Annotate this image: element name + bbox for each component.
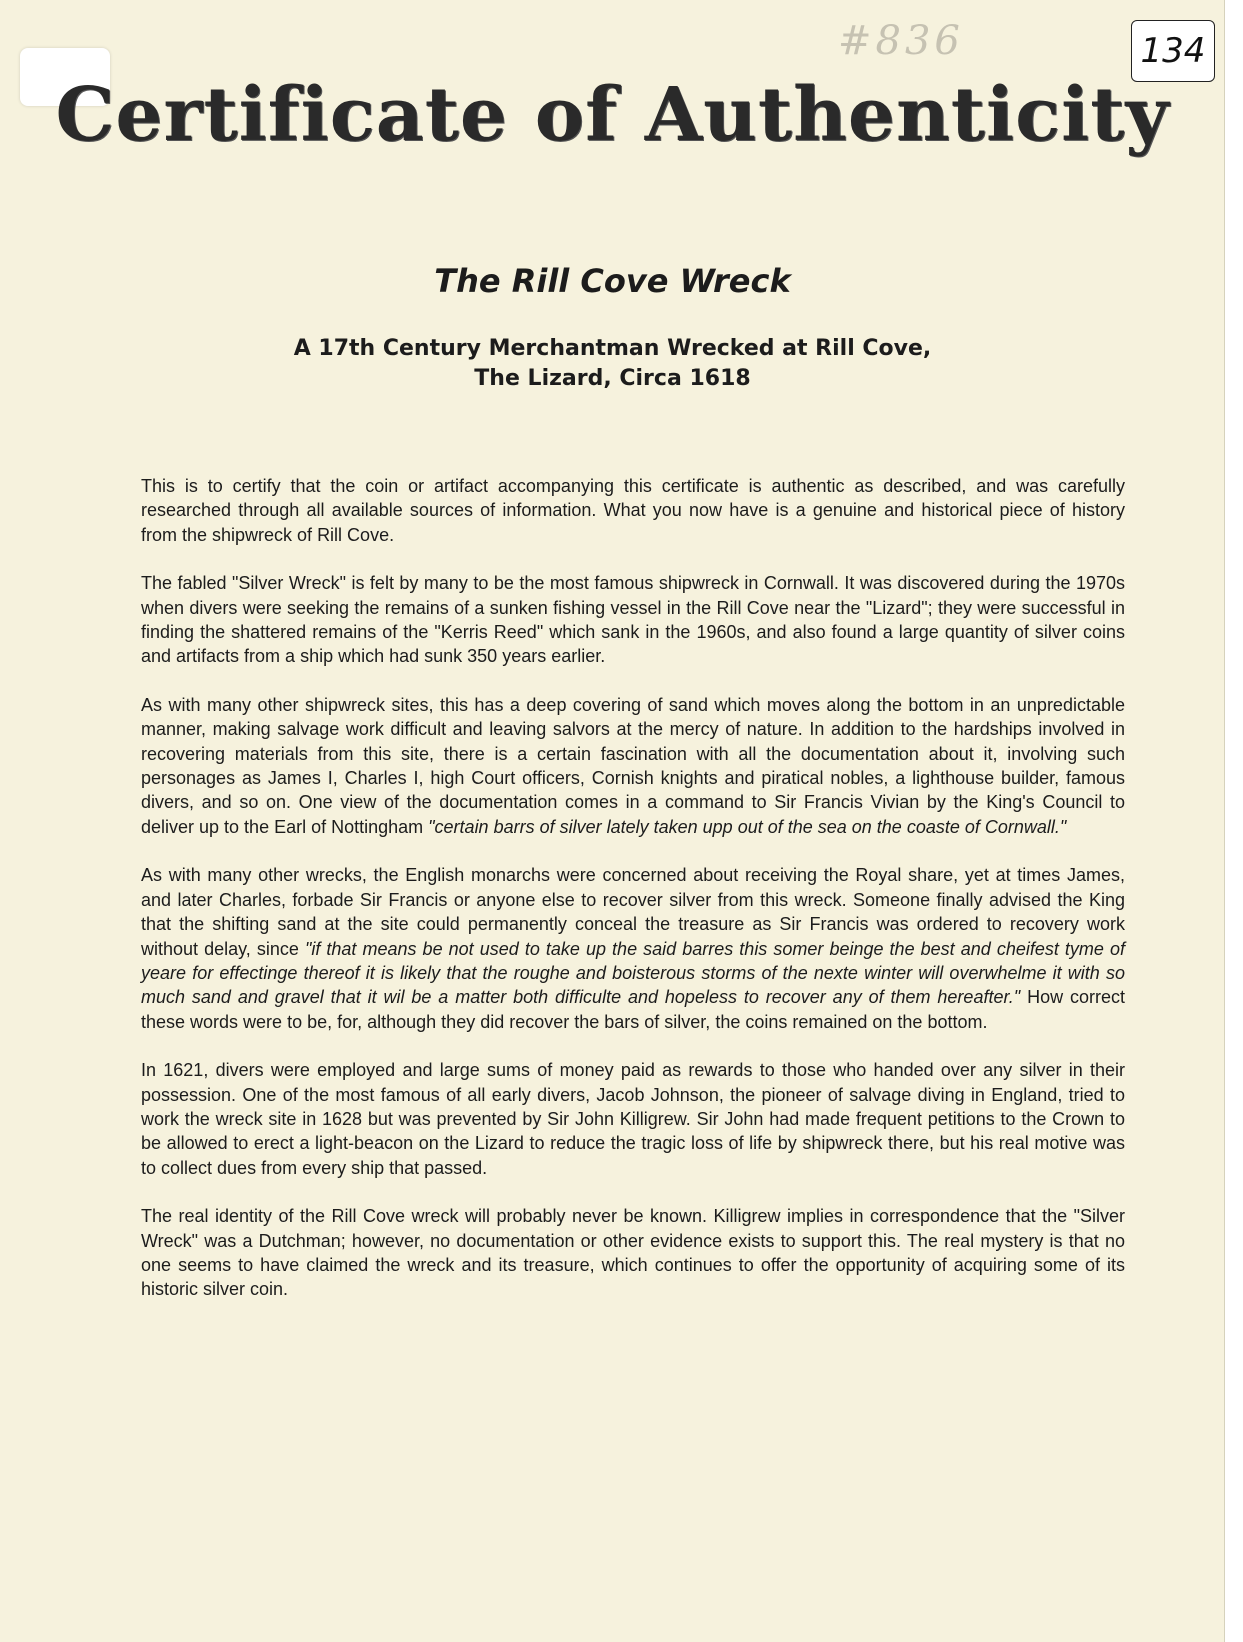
wreck-subtitle — [0, 334, 1225, 394]
paragraph-6: The real identity of the Rill Cove wreck will probably never be known. Killigrew implies in correspondence that the "Silver Wreck" was a Dutchman; however, no documentation or other evidence exists to support this. The real mystery is that no one seems to have claimed the wreck and its treasure, which continues to offer the opportunity of acquiring some of its historic silver coin. — [141, 1206, 1125, 1300]
certificate-title: Certificate of Authenticity — [55, 72, 1170, 158]
handwritten-catalog-number: #836 — [838, 18, 964, 64]
subtitle-line-1: A 17th Century Merchantman Wrecked at Rill Cove, — [293, 336, 932, 361]
paragraph-3 — [141, 693, 1125, 839]
paragraph-3-quote: "certain barrs of silver lately taken upp out of the sea on the coaste of Cornwall." — [428, 816, 1067, 837]
paragraph-4 — [141, 863, 1125, 1034]
paragraph-5: In 1621, divers were employed and large sums of money paid as rewards to those who handed over any silver in their possession. One of the most famous of all early divers, Jacob Johnson, the pioneer of salvage diving in England, tried to work the wreck site in 1628 but was prevented by Sir John Killigrew. Sir John had made frequent petitions to the Crown to be allowed to erect a light-beacon on the Lizard to reduce the tragic loss of life by shipwreck there, but his real motive was to collect dues from every ship that passed. — [141, 1060, 1125, 1178]
paragraph-4-quote: "if that means be not used to take up the said barres this somer beinge the best and cheifest tyme of yeare for effectinge thereof it is likely that the roughe and boisterous storms of the nexte winter will overwhelme it with so much sand and gravel that it wil be a matter both difficulte and hopeless to recover any of them hereafter." — [141, 938, 1125, 1008]
paragraph-3-text: As with many other shipwreck sites, this has a deep covering of sand which moves along the bottom in an unpredictable manner, making salvage work difficult and leaving salvors at the mercy of nature. In addition to the hardships involved in recovering materials from this site, there is a certain fascination with all the documentation about it, involving such personages as James I, Charles I, high Court officers, Cornish knights and piratical nobles, a lighthouse builder, famous divers, and so on. One view of the documentation comes in a command to Sir Francis Vivian by the King's Council to deliver up to the Earl of Nottingham — [141, 694, 1125, 837]
paragraph-4-text: As with many other wrecks, the English monarchs were concerned about receiving the Royal share, yet at times James, and later Charles, forbade Sir Francis or anyone else to recover silver from this wreck. Someone finally advised the King that the shifting sand at the site could permanently conceal the treasure as Sir Francis was ordered to recovery work without delay, since — [141, 865, 1125, 959]
paragraph-1: This is to certify that the coin or artifact accompanying this certificate is authentic as described, and was carefully researched through all available sources of information. What you now have is a genuine and historical piece of history from the shipwreck of Rill Cove. — [141, 476, 1125, 545]
page-edge — [1224, 0, 1243, 1642]
paragraph-2: The fabled "Silver Wreck" is felt by many to be the most famous shipwreck in Cornwall. It was discovered during the 1970s when divers were seeking the remains of a sunken fishing vessel in the Rill Cove near the "Lizard"; they were successful in finding the shattered remains of the "Kerris Reed" which sank in the 1960s, and also found a large quantity of silver coins and artifacts from a ship which had sunk 350 years earlier. — [141, 573, 1125, 667]
page-number-box: 134 — [1131, 20, 1215, 82]
subtitle-line-2: The Lizard, Circa 1618 — [474, 366, 751, 391]
wreck-title: The Rill Cove Wreck — [434, 262, 791, 300]
certificate-body — [141, 474, 1125, 1326]
paragraph-4-end: How correct these words were to be, for, although they did recover the bars of silver, the coins remained on the bottom. — [141, 987, 1125, 1032]
